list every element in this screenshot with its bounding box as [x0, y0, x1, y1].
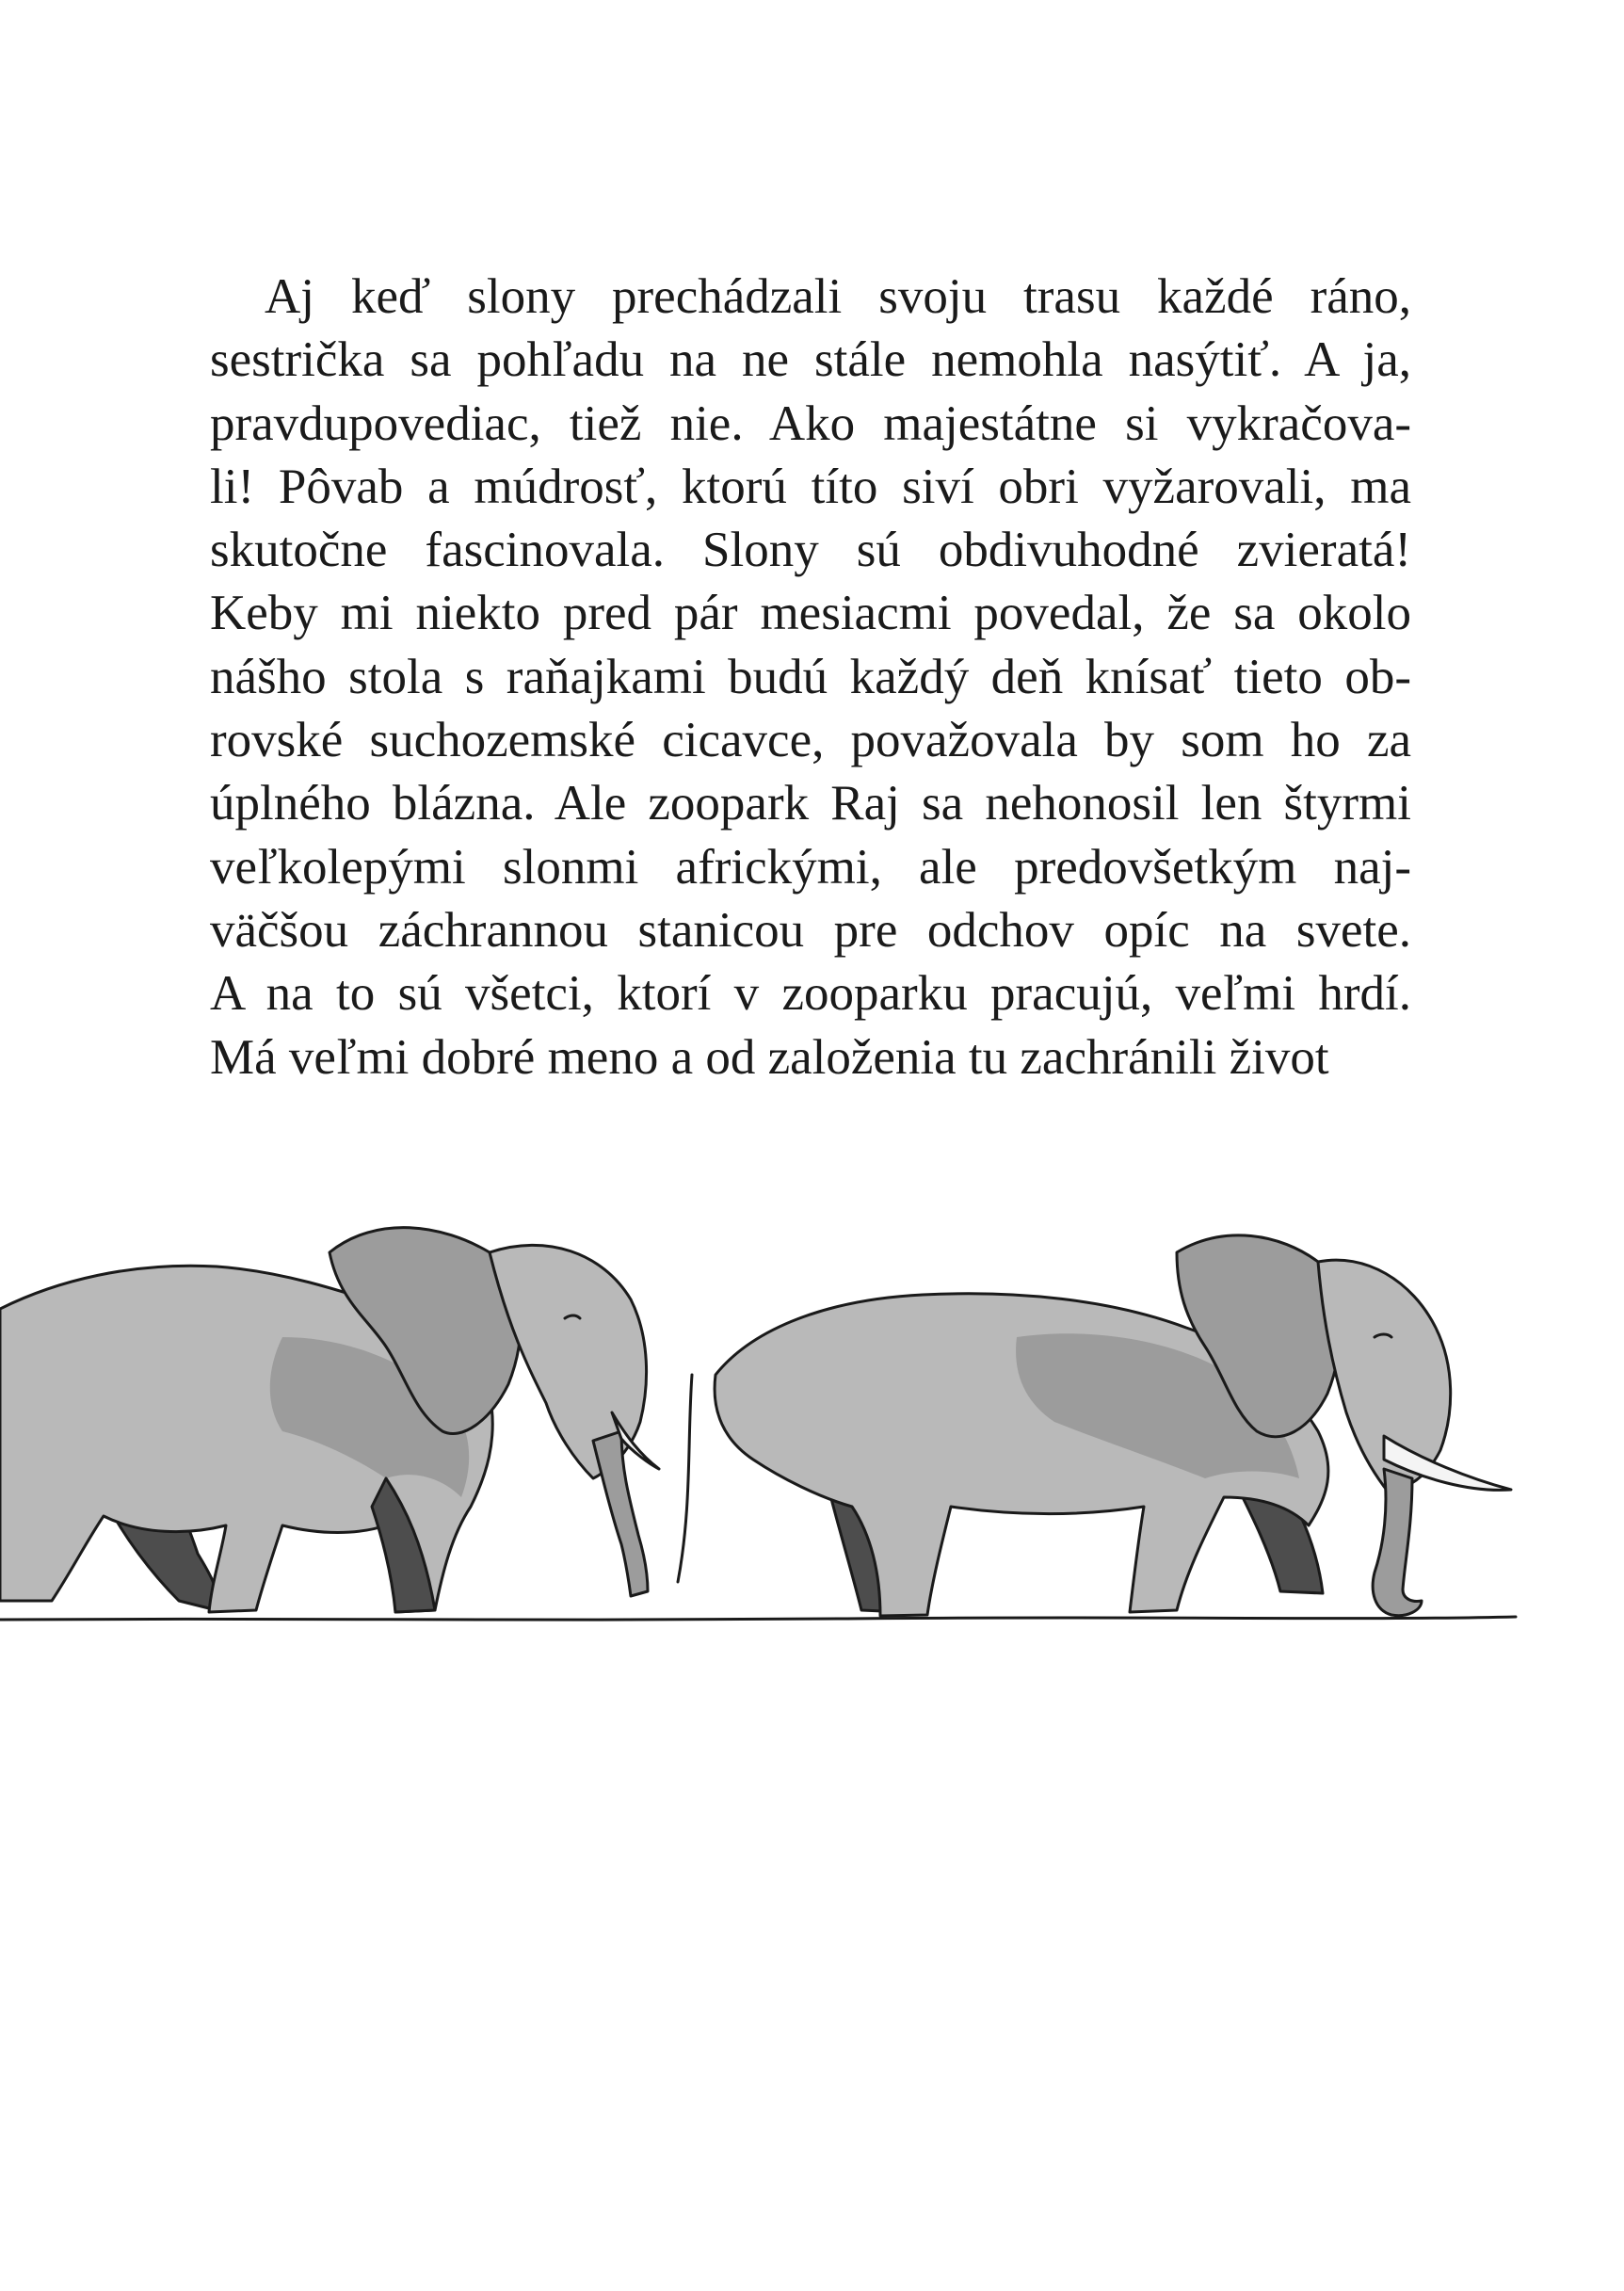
body-paragraph [210, 266, 1411, 1089]
ground-line [0, 1617, 1516, 1620]
elephants-illustration [0, 1196, 1624, 1667]
text-line: Má veľmi dobré meno a od založenia tu zachránili život [210, 1029, 1329, 1085]
text-line: väčšou záchrannou stanicou pre odchov opíc na svete. [210, 902, 1411, 958]
tail [678, 1375, 692, 1582]
text-line: úplného blázna. Ale zoopark Raj sa nehonosil len štyrmi [210, 776, 1411, 831]
text-line: rovské suchozemské cicavce, považovala by som ho za [210, 713, 1411, 768]
text-line: nášho stola s raňajkami budú každý deň knísať tieto ob- [210, 649, 1411, 704]
right-elephant [715, 1235, 1511, 1616]
text-line: li! Pôvab a múdrosť, ktorú títo siví obri vyžarovali, ma [210, 459, 1411, 514]
text-line: pravdupovediac, tiež nie. Ako majestátne si vykračova- [210, 395, 1411, 451]
text-line: Keby mi niekto pred pár mesiacmi povedal, že sa okolo [210, 586, 1411, 641]
right-elephant-trunk [1373, 1469, 1422, 1616]
text-line: skutočne fascinovala. Slony sú obdivuhodné zvieratá! [210, 523, 1411, 578]
text-line: A na to sú všetci, ktorí v zooparku pracujú, veľmi hrdí. [210, 966, 1411, 1022]
left-elephant [0, 1228, 692, 1612]
text-line: veľkolepými slonmi africkými, ale predovšetkým naj- [210, 839, 1411, 895]
text-line: Aj keď slony prechádzali svoju trasu každé ráno, [265, 269, 1411, 324]
text-line: sestrička sa pohľadu na ne stále nemohla nasýtiť. A ja, [210, 332, 1411, 388]
